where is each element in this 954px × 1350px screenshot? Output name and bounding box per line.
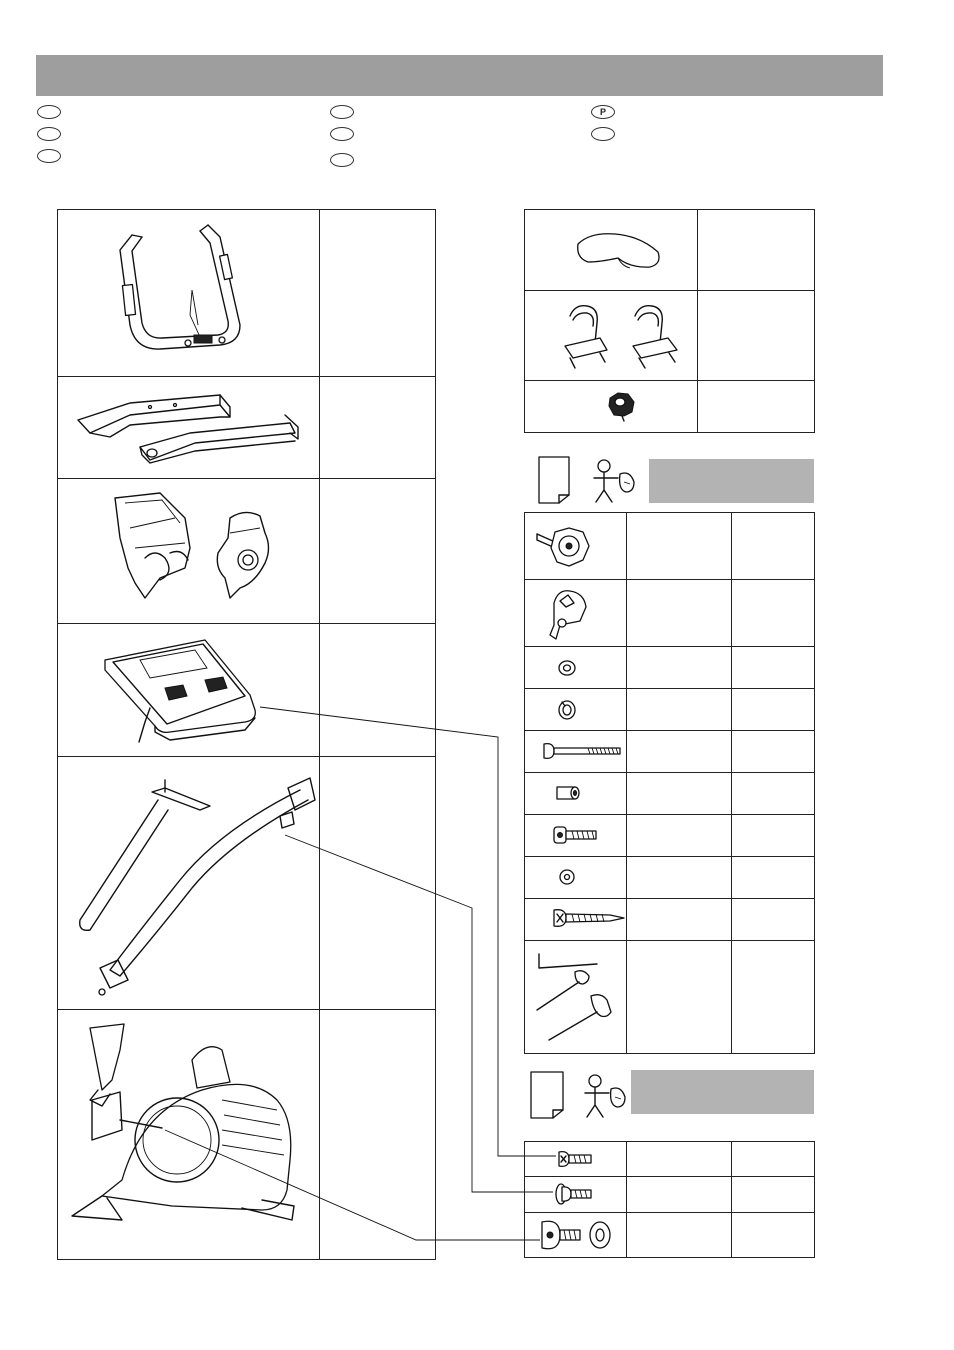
language-flag: P <box>591 105 615 119</box>
